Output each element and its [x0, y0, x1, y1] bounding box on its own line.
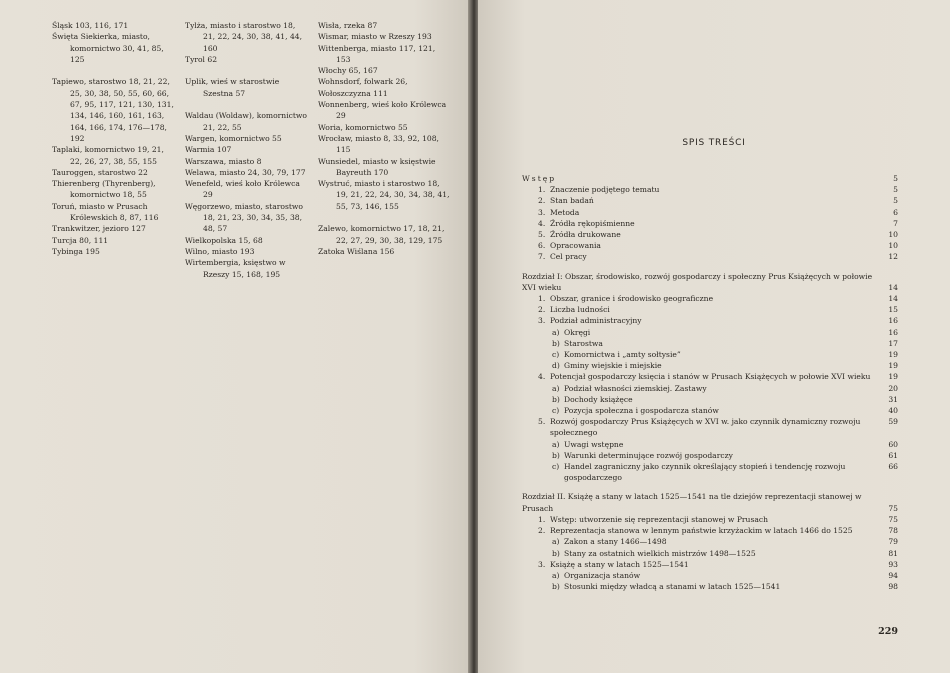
toc-entry: [522, 514, 898, 525]
toc-page: 66: [888, 462, 898, 472]
toc-number: a): [552, 439, 560, 449]
index-entry: Wołoszczyzna 111: [318, 88, 388, 98]
index-entry: Tybinga 195: [52, 246, 100, 256]
toc-page: 19: [888, 372, 898, 382]
toc-text: Uwagi wstępne: [564, 439, 624, 449]
toc-number: 1.: [538, 514, 546, 524]
index-entry: Tapiewo, starostwo 18, 21, 22, 25, 30, 38, 50, 55, 60, 66, 67, 95, 117, 121, 130, 131, 134, 146, 160, 161, 163, 164, 166, 174, 176—178, 192: [52, 77, 174, 143]
toc-text: Starostwa: [564, 338, 603, 348]
index-entry: Tyrol 62: [185, 54, 218, 64]
index-entry: Włochy 65, 167: [318, 66, 378, 76]
toc-entry: [522, 251, 898, 262]
toc-page: 60: [888, 439, 898, 449]
toc-entry: [522, 184, 898, 195]
toc-page: 10: [888, 230, 898, 240]
toc-number: 2.: [538, 196, 546, 206]
toc-page: 93: [888, 559, 898, 569]
toc-entry: [522, 416, 898, 438]
toc-number: b): [552, 582, 560, 592]
toc-entry: [522, 218, 898, 229]
toc-page: 98: [888, 582, 898, 592]
index-entry: Śląsk 103, 116, 171: [52, 21, 129, 30]
toc-page: 7: [893, 218, 898, 228]
toc-page: 12: [888, 252, 898, 262]
toc-number: 2.: [538, 526, 546, 536]
table-of-contents: [522, 173, 898, 592]
index-entry: Warmia 107: [185, 145, 232, 155]
index-entry: Węgorzewo, miasto, starostwo 18, 21, 23, 30, 34, 35, 38, 48, 57: [185, 201, 303, 234]
toc-text: Źródła rękopiśmienne: [550, 218, 635, 228]
toc-text: Wstęp: utworzenie się reprezentacji stanowej w Prusach: [550, 514, 769, 524]
toc-entry: [522, 383, 898, 394]
index-entry: Uplik, wieś w starostwie Szestna 57: [185, 77, 280, 98]
toc-page: 40: [888, 406, 898, 416]
toc-number: 3.: [538, 316, 546, 326]
index-entry: Woria, komornictwo 55: [318, 122, 408, 132]
toc-page: 6: [893, 207, 898, 217]
toc-number: 4.: [538, 372, 546, 382]
toc-entry: [522, 349, 898, 360]
toc-number: a): [552, 327, 560, 337]
toc-text: Cel pracy: [550, 252, 587, 262]
toc-page: 78: [888, 526, 898, 536]
toc-title: SPIS TREŚCI: [682, 138, 746, 148]
toc-intro: [522, 173, 898, 184]
index-entry: Wunsiedel, miasto w księstwie Bayreuth 170: [318, 156, 436, 177]
toc-text: Metoda: [550, 207, 580, 217]
toc-entry: [522, 338, 898, 349]
toc-text: Podział administracyjny: [550, 316, 642, 326]
toc-number: c): [552, 350, 560, 360]
toc-number: b): [552, 450, 560, 460]
toc-entry: [522, 327, 898, 338]
toc-entry: [522, 240, 898, 251]
toc-page: 16: [888, 327, 898, 337]
toc-page: 81: [888, 548, 898, 558]
toc-text: Stan badań: [550, 196, 594, 206]
toc-number: 7.: [538, 252, 546, 262]
toc-number: 3.: [538, 207, 546, 217]
toc-text: Dochody książęce: [564, 394, 633, 404]
toc-text: Reprezentacja stanowa w lennym państwie krzyżackim w latach 1466 do 1525: [550, 526, 853, 536]
index-entry: Trankwitzer, jezioro 127: [52, 224, 146, 234]
chapter-title: Rozdział I: Obszar, środowisko, rozwój gospodarczy i społeczny Prus Książęcych w połowie XVI wieku: [522, 271, 873, 292]
toc-page: 14: [888, 282, 898, 292]
page-number: 229: [878, 626, 898, 637]
toc-text: Książę a stany w latach 1525—1541: [550, 559, 689, 569]
toc-page: 5: [893, 196, 898, 206]
toc-page: 17: [888, 338, 898, 348]
toc-entry: [522, 536, 898, 547]
index-entry: Wystruć, miasto i starostwo 18, 19, 21, 22, 24, 30, 34, 38, 41, 55, 73, 146, 155: [318, 179, 450, 211]
toc-page: 20: [888, 383, 898, 393]
toc-page: 31: [888, 394, 898, 404]
index-entry: Wilno, miasto 193: [185, 246, 255, 256]
index-entry: Wonnenberg, wieś koło Królewca 29: [318, 100, 447, 121]
toc-page: 14: [888, 294, 898, 304]
index-entry: Wirtembergia, księstwo w Rzeszy 15, 168, 195: [185, 258, 286, 279]
toc-number: b): [552, 548, 560, 558]
toc-text: Źródła drukowane: [550, 230, 621, 240]
toc-text: Liczba ludności: [550, 305, 610, 315]
toc-number: 4.: [538, 218, 546, 228]
toc-number: c): [552, 462, 560, 472]
toc-entry: [522, 293, 898, 304]
toc-entry: [522, 570, 898, 581]
toc-entry: [522, 371, 898, 382]
index-entry: Wenefeld, wieś koło Królewca 29: [185, 179, 300, 200]
right-page-contents: [478, 0, 950, 673]
left-page-index: [0, 0, 470, 673]
index-column-3: [318, 20, 450, 257]
toc-entry: [522, 360, 898, 371]
toc-entry: [522, 461, 898, 483]
toc-page: 59: [888, 417, 898, 427]
toc-entry: [522, 559, 898, 570]
index-entry: Wrocław, miasto 8, 33, 92, 108, 115: [318, 133, 439, 155]
toc-number: a): [552, 570, 560, 580]
index-entry: Wisła, rzeka 87: [318, 21, 378, 30]
index-entry: Tylża, miasto i starostwo 18, 21, 22, 24, 30, 38, 41, 44, 160: [185, 21, 303, 53]
toc-number: 5.: [538, 230, 546, 240]
toc-entry: [522, 439, 898, 450]
toc-number: b): [552, 394, 560, 404]
toc-text: Wstęp: [522, 174, 557, 183]
toc-text: Podział własności ziemskiej. Zastawy: [564, 383, 707, 393]
toc-text: Zakon a stany 1466—1498: [564, 537, 667, 547]
toc-entry: [522, 207, 898, 218]
index-column-1: [52, 20, 178, 257]
toc-page: 16: [888, 316, 898, 326]
toc-number: 6.: [538, 241, 546, 251]
toc-page: 79: [888, 537, 898, 547]
index-entry: Wittenberga, miasto 117, 121, 153: [318, 43, 436, 64]
toc-number: 1.: [538, 185, 546, 195]
toc-text: Gminy wiejskie i miejskie: [564, 361, 662, 371]
toc-page: 61: [888, 450, 898, 460]
index-column-2: [185, 20, 309, 280]
toc-entry: [522, 548, 898, 559]
toc-page: 75: [888, 503, 898, 513]
toc-number: d): [552, 361, 560, 371]
index-entry: Zatoka Wiślana 156: [318, 246, 395, 256]
toc-number: 5.: [538, 417, 546, 427]
toc-text: Handel zagraniczny jako czynnik określający stopień i tendencję rozwoju gospodarczego: [564, 462, 846, 483]
toc-page: 94: [888, 570, 898, 580]
index-entry: Wielkopolska 15, 68: [185, 235, 263, 245]
toc-page: 5: [893, 174, 898, 183]
index-entry: Warszawa, miasto 8: [185, 156, 262, 166]
toc-text: Organizacja stanów: [564, 570, 641, 580]
toc-text: Okręgi: [564, 327, 591, 337]
index-entry: Taplaki, komornictwo 19, 21, 22, 26, 27, 38, 55, 155: [52, 145, 164, 166]
toc-entry: [522, 581, 898, 592]
index-entry: Wohnsdorf, folwark 26,: [318, 77, 408, 87]
toc-number: 3.: [538, 559, 546, 569]
toc-text: Rozwój gospodarczy Prus Książęcych w XVI w. jako czynnik dynamiczny rozwoju społecznego: [550, 417, 861, 438]
index-entry: Turcja 80, 111: [52, 235, 109, 245]
toc-text: Warunki determinujące rozwój gospodarczy: [564, 450, 733, 460]
toc-number: b): [552, 338, 560, 348]
toc-number: 1.: [538, 294, 546, 304]
toc-text: Stany za ostatnich wielkich mistrzów 1498—1525: [564, 548, 756, 558]
toc-chapter-heading: [522, 491, 898, 513]
index-entry: Wismar, miasto w Rzeszy 193: [318, 32, 432, 42]
toc-text: Znaczenie podjętego tematu: [550, 185, 660, 195]
index-entry: Tauroggen, starostwo 22: [52, 167, 148, 177]
toc-number: a): [552, 537, 560, 547]
toc-page: 15: [888, 305, 898, 315]
index-entry: Toruń, miasto w Prusach Królewskich 8, 87, 116: [52, 201, 159, 223]
toc-text: Potencjał gospodarczy księcia i stanów w Prusach Książęcych w połowie XVI wieku: [550, 372, 871, 382]
toc-text: Stosunki między władcą a stanami w latach 1525—1541: [564, 582, 781, 592]
chapter-title: Rozdział II. Książę a stany w latach 1525—1541 na tle dziejów reprezentacji stanowej w Prusach: [522, 492, 862, 513]
toc-number: c): [552, 406, 560, 416]
toc-entry: [522, 525, 898, 536]
toc-chapter-heading: [522, 271, 898, 293]
toc-text: Pozycja społeczna i gospodarcza stanów: [564, 406, 719, 416]
index-entry: Waldau (Woldaw), komornictwo 21, 22, 55: [185, 111, 307, 132]
toc-number: a): [552, 383, 560, 393]
toc-entry: [522, 229, 898, 240]
toc-text: Opracowania: [550, 241, 601, 251]
toc-entry: [522, 315, 898, 326]
index-entry: Wargen, komornictwo 55: [185, 133, 282, 143]
toc-page: 5: [893, 185, 898, 195]
toc-page: 19: [888, 361, 898, 371]
index-entry: Thierenberg (Thyrenberg), komornictwo 18, 55: [52, 179, 156, 200]
toc-entry: [522, 195, 898, 206]
toc-entry: [522, 394, 898, 405]
index-entry: Welawa, miasto 24, 30, 79, 177: [185, 167, 306, 177]
index-entry: Święta Siekierka, miasto, komornictwo 30, 41, 85, 125: [52, 32, 164, 64]
toc-page: 75: [888, 514, 898, 524]
toc-page: 10: [888, 241, 898, 251]
toc-page: 19: [888, 350, 898, 360]
toc-entry: [522, 405, 898, 416]
toc-entry: [522, 304, 898, 315]
toc-entry: [522, 450, 898, 461]
toc-number: 2.: [538, 305, 546, 315]
index-entry: Zalewo, komornictwo 17, 18, 21, 22, 27, 29, 30, 38, 129, 175: [318, 224, 445, 245]
toc-text: Komornictwa i „amty sołtysie”: [564, 350, 681, 360]
toc-text: Obszar, granice i środowisko geograficzne: [550, 294, 714, 304]
